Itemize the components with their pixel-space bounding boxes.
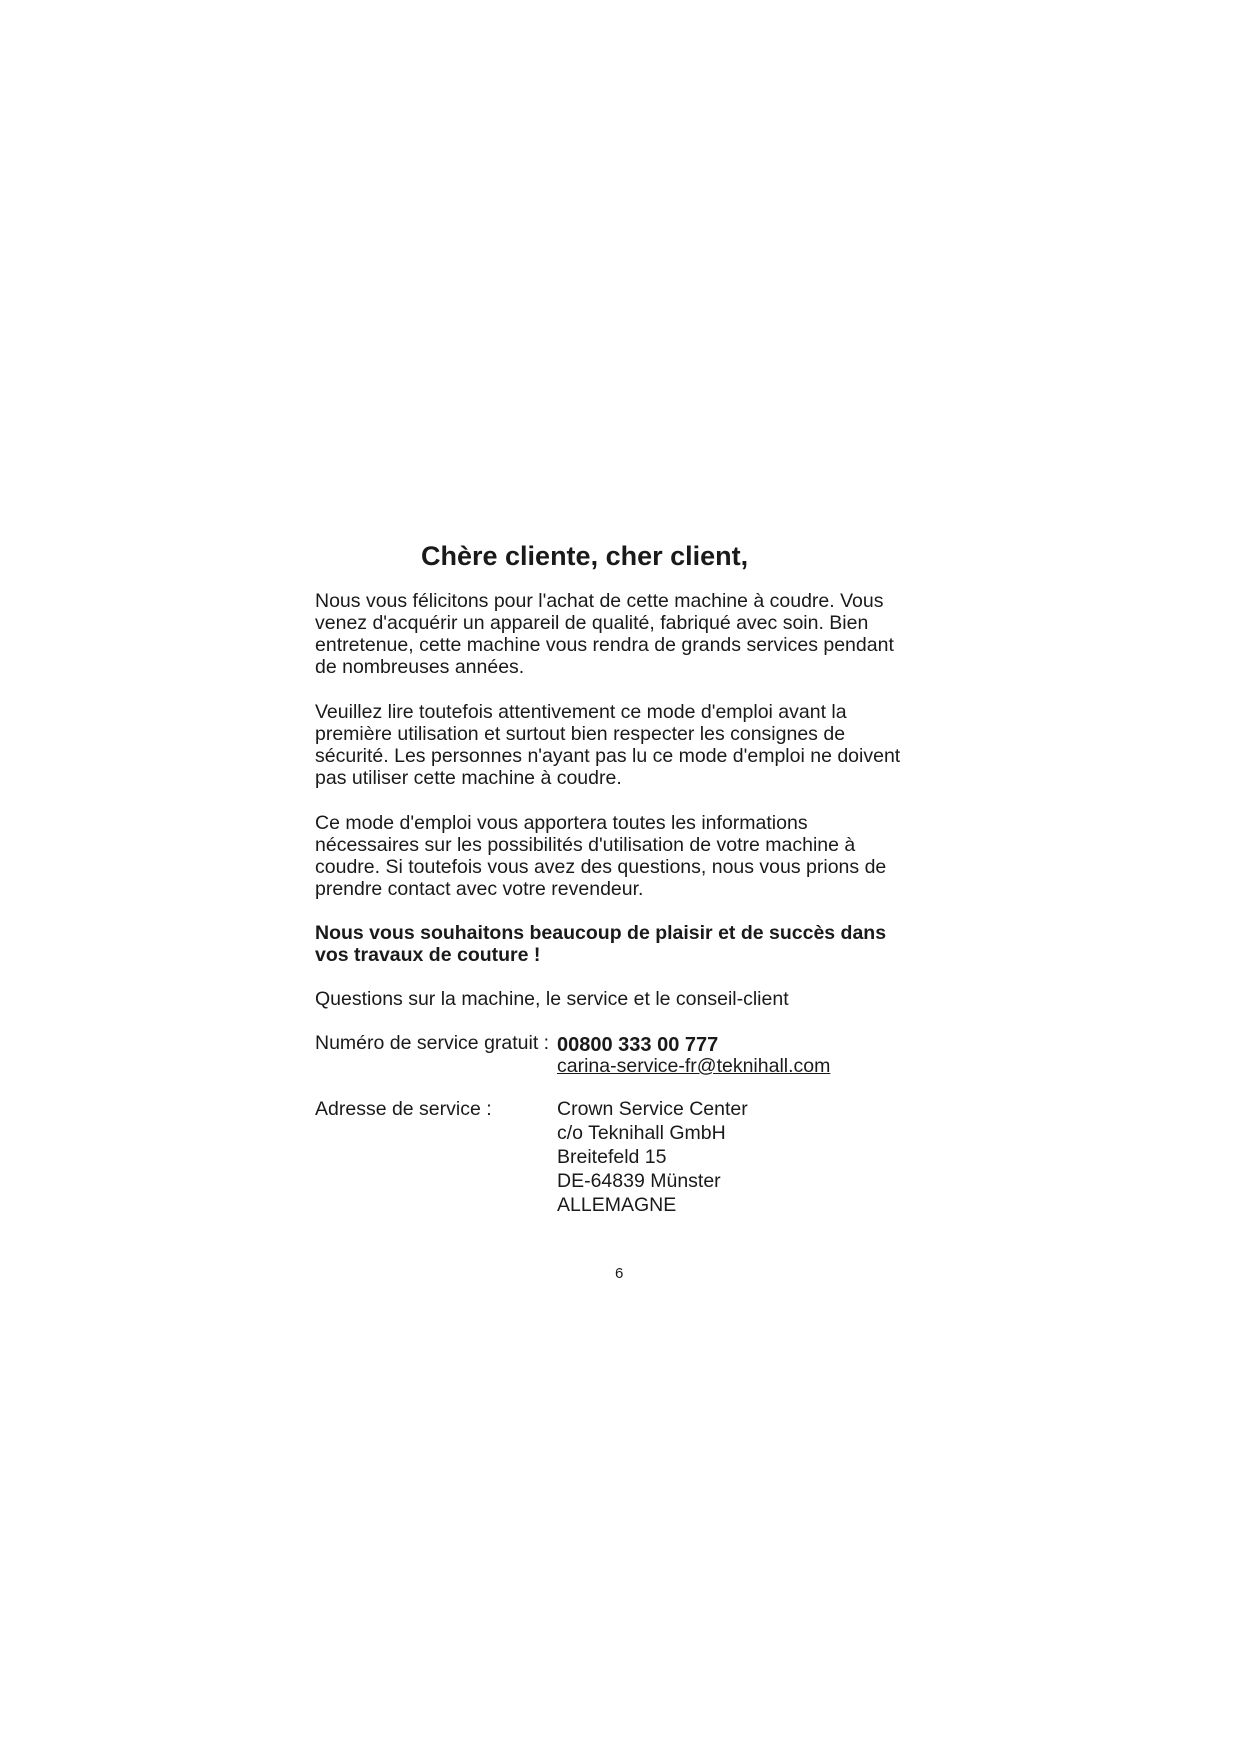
service-address xyxy=(557,1098,748,1216)
service-email-link[interactable]: carina-service-fr@teknihall.com xyxy=(557,1055,831,1077)
address-line: Breitefeld 15 xyxy=(557,1146,667,1168)
intro-paragraph: Nous vous félicitons pour l'achat de cette machine à coudre. Vous venez d'acquérir un appareil de qualité, fabriqué avec soin. Bien entretenue, cette machine vous rendra de grands services pendant de nombreuses années. xyxy=(315,590,894,678)
wishes-paragraph: Nous vous souhaitons beaucoup de plaisir et de succès dans vos travaux de couture ! xyxy=(315,922,887,966)
service-phone-number: 00800 333 00 777 xyxy=(557,1034,719,1056)
address-line: c/o Teknihall GmbH xyxy=(557,1122,726,1144)
information-paragraph: Ce mode d'emploi vous apportera toutes les informations nécessaires sur les possibilités d'utilisation de votre machine à coudre. Si toutefois vous avez des questions, nous vous prions de prendre contact avec votre revendeur. xyxy=(315,812,887,900)
address-line: ALLEMAGNE xyxy=(557,1194,677,1216)
page-number: 6 xyxy=(615,1265,624,1282)
address-line: DE-64839 Münster xyxy=(557,1170,721,1192)
reading-advice-paragraph: Veuillez lire toutefois attentivement ce mode d'emploi avant la première utilisation et surtout bien respecter les consignes de sécurité. Les personnes n'ayant pas lu ce mode d'emploi ne doivent pas utiliser cette machine à coudre. xyxy=(315,701,901,789)
phone-label: Numéro de service gratuit : xyxy=(315,1032,550,1054)
address-label: Adresse de service : xyxy=(315,1098,492,1120)
address-line: Crown Service Center xyxy=(557,1098,748,1120)
questions-paragraph: Questions sur la machine, le service et le conseil-client xyxy=(315,988,789,1010)
page-title: Chère cliente, cher client, xyxy=(421,541,749,571)
